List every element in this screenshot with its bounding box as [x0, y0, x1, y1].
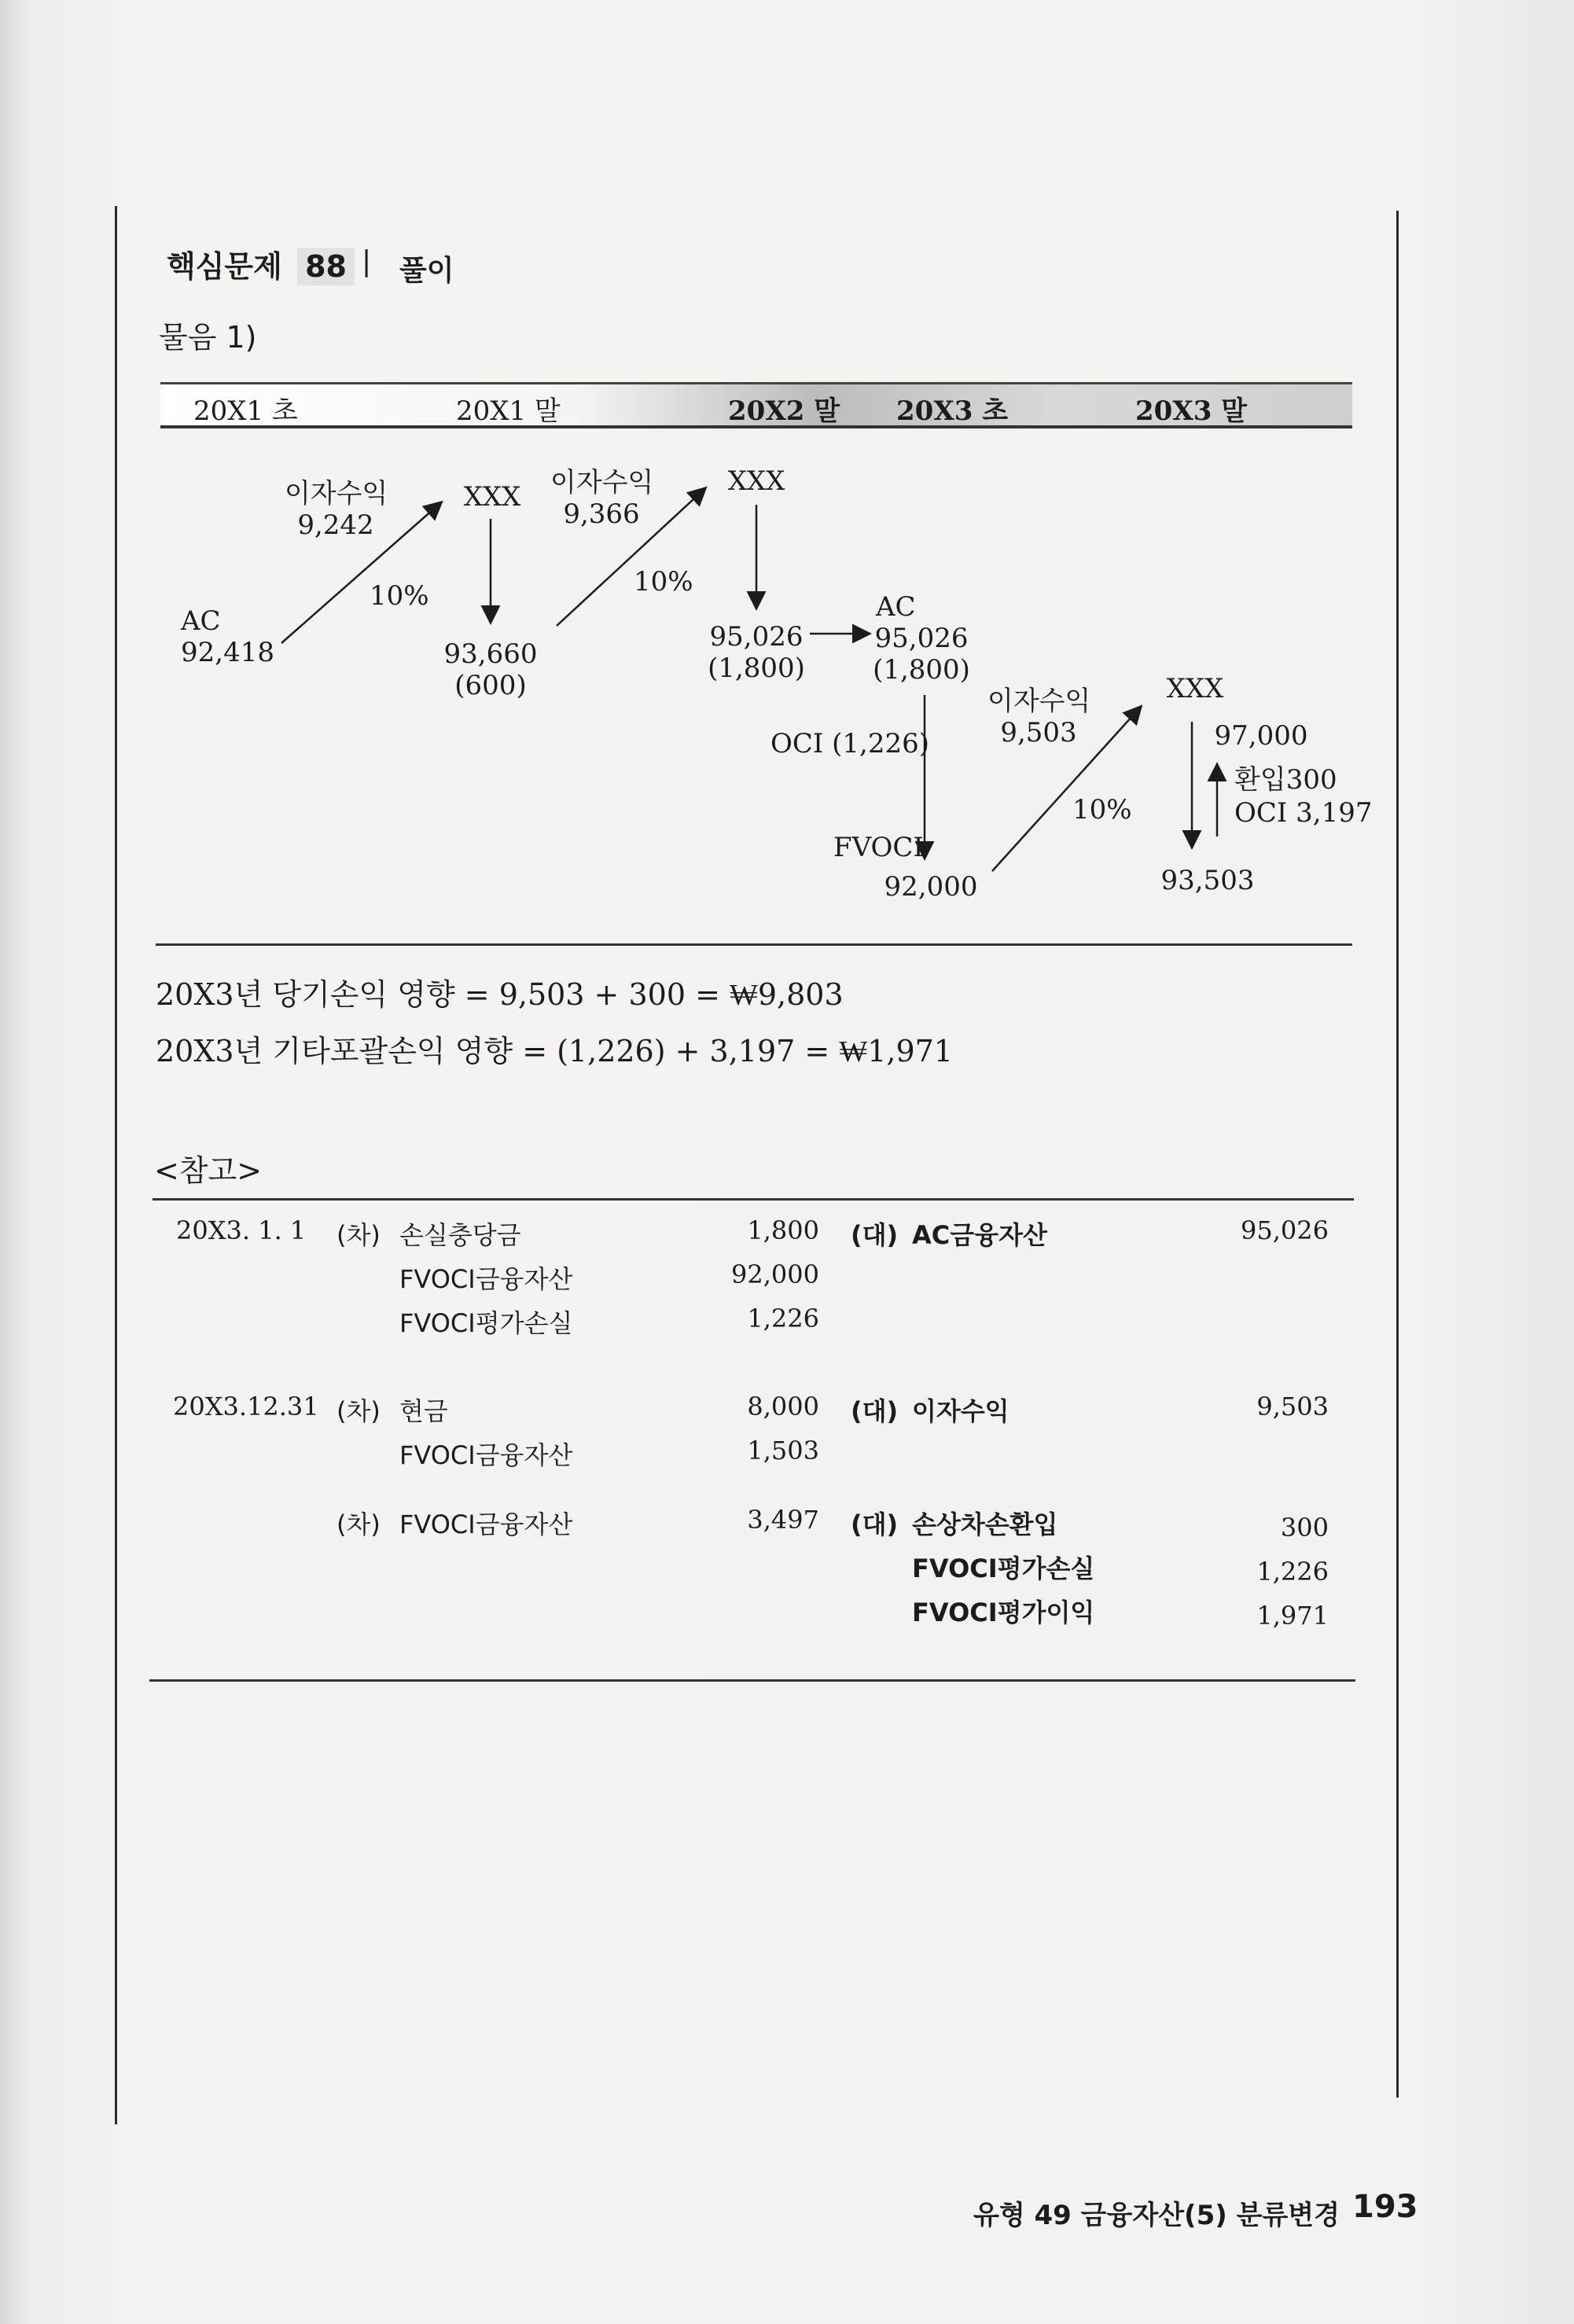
problem-number: 88	[297, 248, 355, 285]
entry-3-credit-account-1: 손상차손환입	[912, 1509, 1058, 1539]
value-3: 93,503	[1160, 865, 1255, 896]
value-2	[708, 621, 805, 684]
timeline-label-3: 20X2 말	[728, 395, 840, 427]
value-1	[442, 638, 539, 701]
entry-1-debit-amount-2: 92,000	[731, 1259, 819, 1289]
ac-start-value: 92,418	[181, 637, 274, 668]
interest-3-label: 이자수익	[987, 686, 1091, 717]
ac-reclass-label: AC	[876, 591, 916, 623]
value-1-amount: 93,660	[443, 638, 538, 670]
entry-2-credit-account-1: 이자수익	[912, 1396, 1009, 1426]
ac-start	[181, 605, 274, 668]
interest-2	[550, 467, 653, 530]
journal-bottom-rule	[149, 1679, 1355, 1682]
interest-1-value: 9,242	[297, 509, 374, 541]
entry-3-credit-amount-1: 300	[1280, 1513, 1329, 1543]
entry-1-date: 20X3. 1. 1	[176, 1215, 307, 1245]
interest-3	[987, 686, 1090, 748]
rate-3: 10%	[1072, 794, 1132, 826]
entry-1-debit-marker: (차)	[336, 1220, 381, 1250]
oci-gain: OCI 3,197	[1234, 797, 1373, 829]
entry-3-credit-account-2: FVOCI평가손실	[912, 1554, 1095, 1583]
entry-2-credit-amount-1: 9,503	[1256, 1392, 1329, 1421]
entry-2-credit-marker: (대)	[851, 1396, 899, 1426]
timeline-label-5: 20X3 말	[1135, 395, 1248, 427]
interest-2-value: 9,366	[563, 498, 640, 530]
entry-1-credit-marker: (대)	[851, 1220, 899, 1250]
entry-1-credit-account-1: AC금융자산	[912, 1220, 1047, 1250]
entry-3-debit-account-1: FVOCI금융자산	[399, 1509, 573, 1539]
interest-2-label: 이자수익	[550, 467, 654, 498]
fvoci-label: FVOCI	[833, 832, 924, 863]
interest-3-value: 9,503	[1000, 717, 1077, 748]
timeline-label-1: 20X1 초	[193, 395, 298, 427]
problem-heading-label: 핵심문제	[167, 249, 282, 284]
oci-loss: OCI (1,226)	[770, 728, 929, 759]
timeline-label-4: 20X3 초	[896, 395, 1009, 427]
ac-start-label: AC	[181, 605, 221, 637]
entry-1-credit-amount-1: 95,026	[1241, 1215, 1329, 1245]
rate-1: 10%	[370, 580, 429, 612]
running-footer: 유형 49 금융자산(5) 분류변경	[973, 2200, 1340, 2231]
page-number: 193	[1352, 2189, 1418, 2225]
heading-separator: |	[362, 245, 372, 278]
ac-reclass	[873, 591, 970, 686]
entry-2-debit-account-2: FVOCI금융자산	[399, 1440, 573, 1470]
entry-3-debit-amount-1: 3,497	[747, 1505, 819, 1535]
entry-1-debit-account-2: FVOCI금융자산	[399, 1264, 573, 1294]
interest-1	[285, 478, 387, 541]
entry-1-debit-amount-1: 1,800	[747, 1215, 819, 1245]
entry-2-date: 20X3.12.31	[173, 1392, 319, 1421]
journal-top-rule	[153, 1198, 1354, 1201]
ac-reclass-value: 95,026	[874, 623, 969, 654]
entry-2-debit-amount-2: 1,503	[747, 1436, 819, 1465]
entry-2-debit-amount-1: 8,000	[747, 1392, 819, 1421]
entry-3-debit-marker: (차)	[336, 1509, 381, 1539]
interest-1-label: 이자수익	[285, 478, 388, 509]
question-label: 물음 1)	[159, 320, 257, 355]
entry-3-credit-account-3: FVOCI평가이익	[912, 1598, 1095, 1627]
reversal-amount: 환입300	[1234, 764, 1337, 796]
summary-profit-loss: 20X3년 당기손익 영향 = 9,503 + 300 = ₩9,803	[156, 977, 844, 1012]
value-2-amount: 95,026	[709, 621, 804, 653]
xxx-1: XXX	[463, 481, 521, 513]
diagram-bottom-rule	[156, 943, 1352, 946]
rate-2: 10%	[634, 566, 693, 598]
entry-2-debit-account-1: 현금	[399, 1396, 448, 1426]
timeline-label-2: 20X1 말	[456, 395, 561, 427]
entry-1-debit-amount-3: 1,226	[747, 1304, 819, 1333]
reference-title: <참고>	[154, 1153, 263, 1188]
entry-1-debit-account-3: FVOCI평가손실	[399, 1308, 573, 1338]
summary-oci: 20X3년 기타포괄손익 영향 = (1,226) + 3,197 = ₩1,971	[156, 1034, 953, 1068]
fair-value: 97,000	[1214, 720, 1308, 752]
entry-3-credit-amount-3: 1,971	[1256, 1601, 1329, 1631]
entry-2-debit-marker: (차)	[336, 1396, 381, 1426]
value-2-allowance: (1,800)	[708, 653, 805, 684]
ac-reclass-allowance: (1,800)	[873, 654, 970, 686]
entry-1-debit-account-1: 손실충당금	[399, 1220, 521, 1250]
value-1-allowance: (600)	[454, 670, 527, 701]
fvoci-value: 92,000	[884, 871, 978, 903]
entry-3-credit-marker: (대)	[851, 1509, 899, 1539]
solution-label: 풀이	[399, 255, 454, 287]
entry-3-credit-amount-2: 1,226	[1256, 1557, 1329, 1587]
xxx-3: XXX	[1166, 673, 1224, 704]
xxx-2: XXX	[727, 465, 785, 497]
